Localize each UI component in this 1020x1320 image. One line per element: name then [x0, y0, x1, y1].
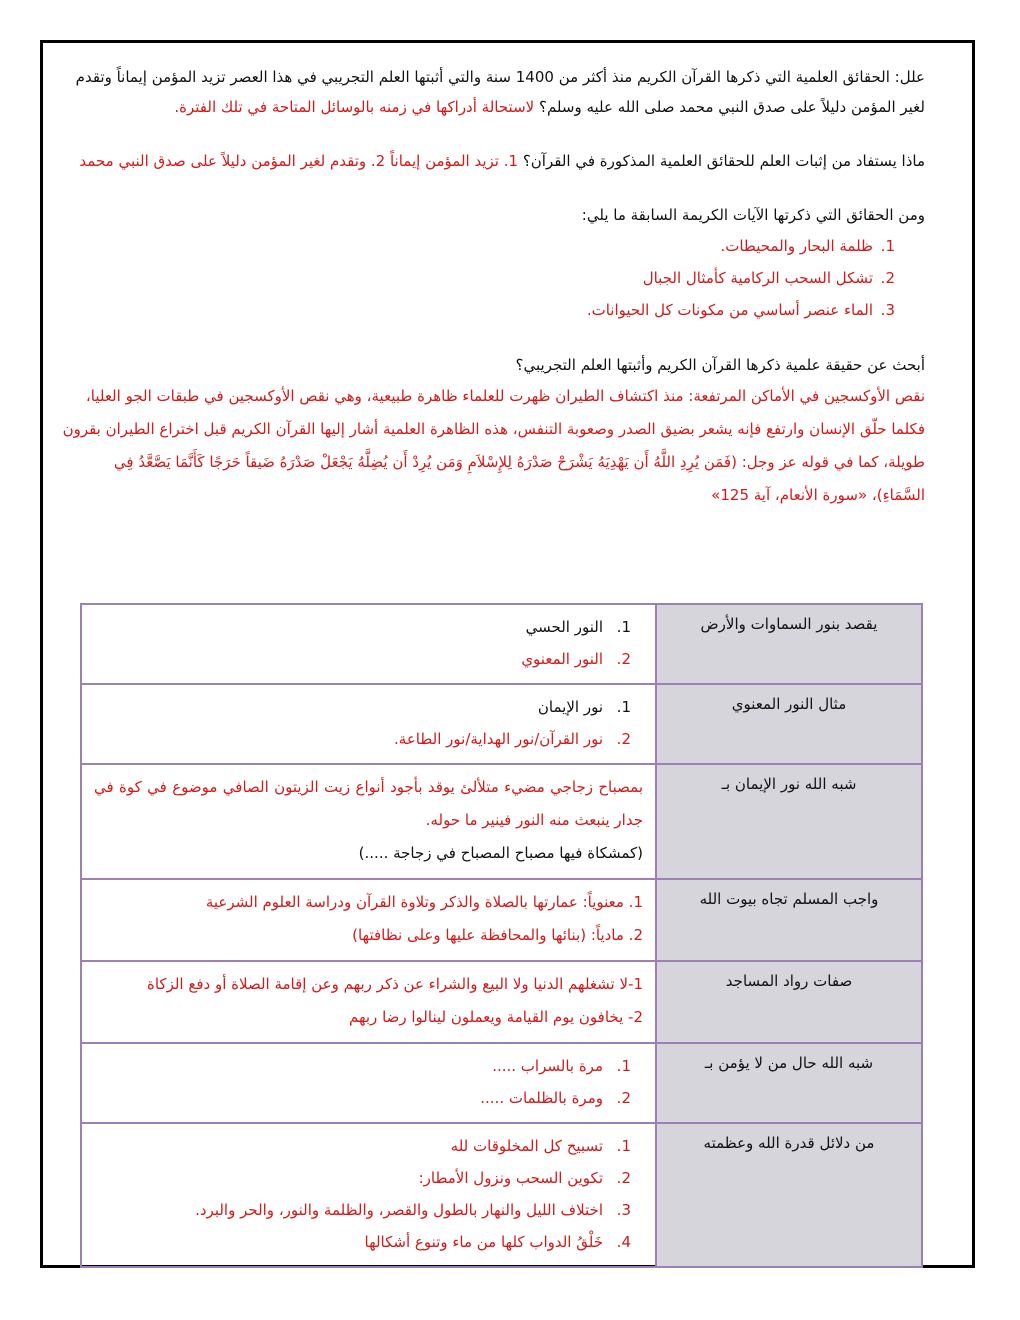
answer-item-number: 1.	[616, 1137, 631, 1155]
answer-item-number: 2.	[616, 730, 631, 748]
row-answer	[81, 604, 656, 684]
fact-item	[62, 262, 925, 294]
question-1	[62, 62, 925, 122]
facts-list	[62, 230, 925, 326]
row-label: يقصد بنور السماوات والأرض	[656, 604, 922, 684]
answer-line: 1. معنوياً: عمارتها بالصلاة والذكر وتلاوة القرآن ودراسة العلوم الشرعية	[205, 893, 643, 911]
row-answer	[81, 1123, 656, 1267]
table-row	[81, 1123, 922, 1267]
answer-item	[94, 1226, 643, 1258]
row-label: شبه الله حال من لا يؤمن بـ	[656, 1043, 922, 1123]
answer-item-number: 4.	[616, 1233, 631, 1251]
summary-table	[80, 603, 923, 1268]
answer-item-text: خَلْقُ الدواب كلها من ماء وتنوع أشكالها	[364, 1233, 603, 1251]
fact-text: الماء عنصر أساسي من مكونات كل الحيوانات.	[586, 301, 873, 319]
answer-item	[94, 643, 643, 675]
answer-item	[94, 1050, 643, 1082]
table-row	[81, 764, 922, 879]
answer-line: 2- يخافون يوم القيامة ويعملون لينالوا رضا ربهم	[348, 1008, 643, 1026]
table-row	[81, 879, 922, 961]
answer-note: (كمشكاة فيها مصباح المصباح في زجاجة .....)	[358, 844, 643, 862]
answer-line: 1-لا تشغلهم الدنيا ولا البيع والشراء عن ذكر ربهم وعن إقامة الصلاة أو دفع الزكاة	[147, 975, 643, 993]
answer-item	[94, 1194, 643, 1226]
answer-item	[94, 723, 643, 755]
row-label: شبه الله نور الإيمان بـ	[656, 764, 922, 879]
answer-item-number: 1.	[616, 618, 631, 636]
row-label: صفات رواد المساجد	[656, 961, 922, 1043]
answer-item-number: 1.	[616, 1057, 631, 1075]
row-answer	[81, 684, 656, 764]
answer-item	[94, 611, 643, 643]
fact-number: 2.	[880, 269, 895, 287]
fact-text: تشكل السحب الركامية كأمثال الجبال	[642, 269, 873, 287]
answer-item-number: 1.	[616, 698, 631, 716]
answer-item-text: تكوين السحب ونزول الأمطار:	[418, 1169, 603, 1187]
answer-item	[94, 1162, 643, 1194]
worksheet-text	[62, 62, 925, 512]
answer-item-number: 2.	[616, 1089, 631, 1107]
question-2-text: ماذا يستفاد من إثبات العلم للحقائق العلمية المذكورة في القرآن؟	[522, 152, 925, 170]
fact-number: 1.	[880, 237, 895, 255]
answer-item-text: اختلاف الليل والنهار بالطول والقصر، والظلمة والنور، والحر والبرد.	[195, 1201, 603, 1219]
row-label: مثال النور المعنوي	[656, 684, 922, 764]
answer-line: 2. مادياً: (بنائها والمحافظة عليها وعلى نظافتها)	[352, 926, 643, 944]
table-row	[81, 684, 922, 764]
question-4: أبحث عن حقيقة علمية ذكرها القرآن الكريم وأثبتها العلم التجريبي؟	[515, 356, 925, 374]
answer-item-text: ومرة بالظلمات .....	[480, 1089, 603, 1107]
fact-item	[62, 230, 925, 262]
answer-4: نقص الأوكسجين في الأماكن المرتفعة: منذ اكتشاف الطيران ظهرت للعلماء ظاهرة طبيعية، وهي نقص الأوكسجين في طبقات الجو العليا، فكلما حلّق الإنسان وارتفع فإنه يشعر بضيق الصدر وصعوبة التنفس، هذه الظاهرة العلمية أشار إليها القرآن الكريم قبل اختراع الطيران بقرون طويلة، كما في قوله عز وجل: (فَمَن يُرِدِ اللَّهُ أَن يَهْدِيَهُ يَشْرَحْ صَدْرَهُ لِلإِسْلاَمِ وَمَن يُرِدْ أَن يُضِلَّهُ يَجْعَلْ صَدْرَهُ ضَيقاً حَرَجًا كَأَنَّمَا يَصَّعَّدُ فِي السَّمَاءِ)، «سورة الأنعام، آية 125»	[62, 387, 925, 504]
answer-item-text: نور الإيمان	[537, 698, 603, 716]
row-answer	[81, 879, 656, 961]
answer-2: 1. تزيد المؤمن إيماناً 2. وتقدم لغير المؤمن دليلاً على صدق النبي محمد	[79, 152, 519, 170]
row-answer	[81, 961, 656, 1043]
answer-item-text: النور المعنوي	[521, 650, 603, 668]
table-row	[81, 961, 922, 1043]
answer-item-number: 2.	[616, 1169, 631, 1187]
answer-item-text: نور القرآن/نور الهداية/نور الطاعة.	[394, 730, 603, 748]
row-label: من دلائل قدرة الله وعظمته	[656, 1123, 922, 1267]
row-answer	[81, 1043, 656, 1123]
answer-item-text: النور الحسي	[525, 618, 603, 636]
table-row	[81, 604, 922, 684]
question-2	[62, 146, 925, 176]
answer-item-number: 2.	[616, 650, 631, 668]
answer-1: لاستحالة أدراكها في زمنه بالوسائل المتاحة في تلك الفترة.	[174, 98, 535, 116]
answer-item-text: مرة بالسراب .....	[492, 1057, 603, 1075]
fact-text: ظلمة البحار والمحيطات.	[720, 237, 873, 255]
answer-item	[94, 691, 643, 723]
answer-item	[94, 1082, 643, 1114]
answer-item	[94, 1130, 643, 1162]
answer-item-number: 3.	[616, 1201, 631, 1219]
answer-item-text: تسبيح كل المخلوقات لله	[450, 1137, 603, 1155]
facts-intro: ومن الحقائق التي ذكرتها الآيات الكريمة السابقة ما يلي:	[581, 206, 925, 224]
answer-paragraph: بمصباح زجاجي مضيء متلألئ يوقد بأجود أنواع زيت الزيتون الصافي موضوع في كوة في جدار ينبعث منه النور فينير ما حوله.	[94, 778, 643, 829]
row-answer	[81, 764, 656, 879]
table-row	[81, 1043, 922, 1123]
question-1-text: علل: الحقائق العلمية التي ذكرها القرآن الكريم منذ أكثر من 1400 سنة والتي أثبتها العلم التجريبي في هذا العصر تزيد المؤمن إيماناً وتقدم لغير المؤمن دليلاً على صدق النبي محمد صلى الله عليه وسلم؟	[75, 68, 925, 116]
fact-number: 3.	[880, 301, 895, 319]
row-label: واجب المسلم تجاه بيوت الله	[656, 879, 922, 961]
fact-item	[62, 294, 925, 326]
